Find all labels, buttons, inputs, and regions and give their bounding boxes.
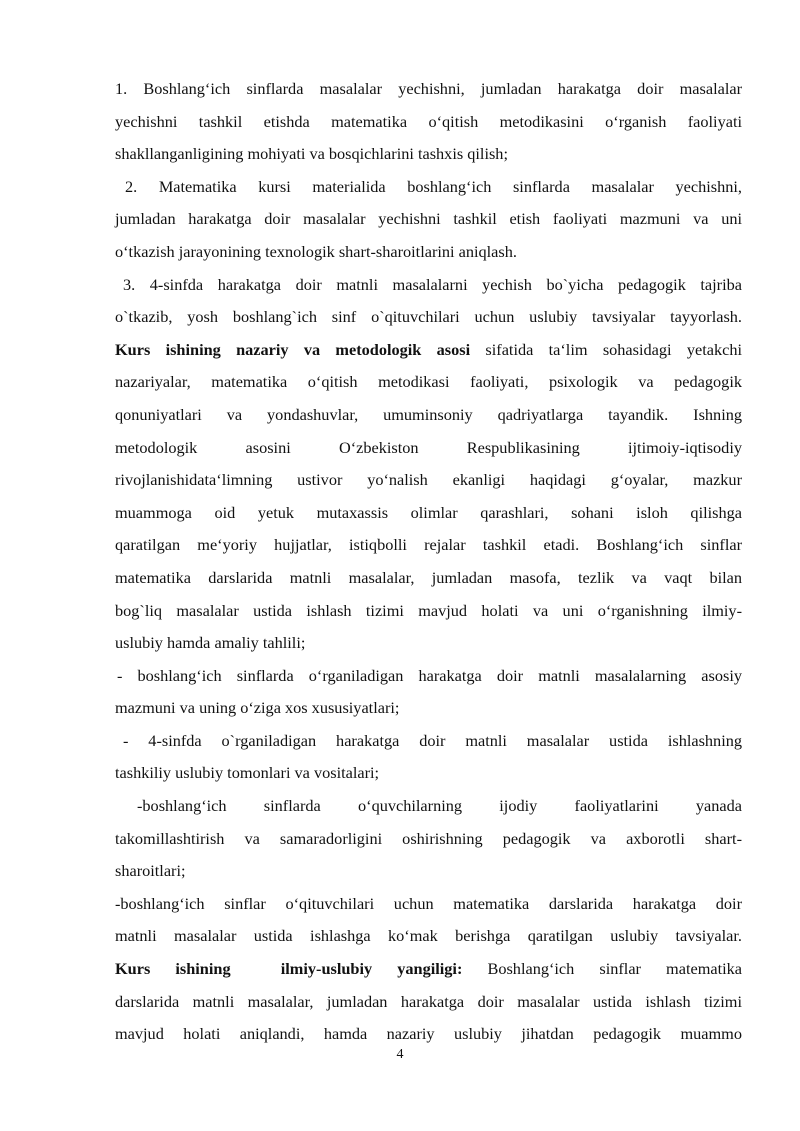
- text-line: nazariyalar, matematika o‘qitish metodikasi faoliyati, psixologik va pedagogik: [115, 372, 742, 392]
- text-line: 2. Matematika kursi materialida boshlang‘ich sinflarda masalalar yechishni,: [125, 176, 742, 196]
- text-line: matnli masalalar ustida ishlashga ko‘mak berishga qaratilgan uslubiy tavsiyalar.: [115, 926, 742, 946]
- text-line: mazmuni va uning o‘ziga xos xususiyatlari;: [115, 698, 400, 718]
- text-line: 1. Boshlang‘ich sinflarda masalalar yechishni, jumladan harakatga doir masalalar: [115, 79, 742, 98]
- text-line: bog`liq masalalar ustida ishlash tizimi mavjud holati va uni o‘rganishning ilmiy-: [115, 600, 742, 620]
- text-line: muammoga oid yetuk mutaxassis olimlar qarashlari, sohani isloh qilishga: [115, 502, 742, 522]
- text-line: qaratilgan me‘yoriy hujjatlar, istiqbolli rejalar tashkil etadi. Boshlang‘ich sinflar: [115, 535, 742, 555]
- text-line: matematika darslarida matnli masalalar, jumladan masofa, tezlik va vaqt bilan: [115, 567, 742, 587]
- body-text: [115, 73, 742, 1051]
- text-line: Kurs ishining ilmiy-uslubiy yangiligi: Boshlang‘ich sinflar matematika: [115, 959, 742, 979]
- section-heading: Kurs ishining ilmiy-uslubiy yangiligi:: [115, 959, 463, 979]
- page-number: 4: [396, 1047, 404, 1062]
- text-line: -boshlang‘ich sinflar o‘qituvchilari uchun matematika darslarida harakatga doir: [115, 893, 742, 913]
- text-line: darslarida matnli masalalar, jumladan harakatga doir masalalar ustida ishlash tizimi: [115, 991, 742, 1011]
- text-line: qonuniyatlari va yondashuvlar, umuminsoniy qadriyatlarga tayandik. Ishning: [115, 404, 742, 424]
- text-line: o`tkazib, yosh boshlang`ich sinf o`qituvchilari uchun uslubiy tavsiyalar tayyorlash.: [115, 307, 742, 327]
- text-line: takomillashtirish va samaradorligini oshirishning pedagogik va axborotli shart-: [115, 828, 742, 848]
- text-line: metodologik asosini O‘zbekiston Respublikasining ijtimoiy-iqtisodiy: [115, 437, 742, 457]
- text-line: 3. 4-sinfda harakatga doir matnli masalalarni yechish bo`yicha pedagogik tajriba: [123, 274, 742, 294]
- text-line: rivojlanishidata‘limning ustivor yo‘nalish ekanligi haqidagi g‘oyalar, mazkur: [115, 470, 742, 490]
- text-line: -boshlang‘ich sinflarda o‘quvchilarning ijodiy faoliyatlarini yanada: [137, 796, 742, 816]
- section-heading: Kurs ishining nazariy va metodologik asosi: [115, 339, 471, 359]
- text-line: Kurs ishining nazariy va metodologik asosi sifatida ta‘lim sohasidagi yetakchi: [115, 339, 742, 359]
- text-line: mavjud holati aniqlandi, hamda nazariy uslubiy jihatdan pedagogik muammo: [115, 1024, 742, 1044]
- text-line: o‘tkazish jarayonining texnologik shart-sharoitlarini aniqlash.: [115, 241, 517, 261]
- text-line: - boshlang‘ich sinflarda o‘rganiladigan harakatga doir matnli masalalarning asosiy: [117, 665, 742, 685]
- text-line: sharoitlari;: [115, 861, 186, 881]
- text-line: uslubiy hamda amaliy tahlili;: [115, 633, 306, 653]
- text-line: tashkiliy uslubiy tomonlari va vositalari;: [115, 763, 380, 783]
- text-line: yechishni tashkil etishda matematika o‘qitish metodikasini o‘rganish faoliyati: [115, 111, 742, 131]
- text-line: - 4-sinfda o`rganiladigan harakatga doir matnli masalalar ustida ishlashning: [123, 730, 742, 750]
- text-line: shakllanganligining mohiyati va bosqichlarini tashxis qilish;: [115, 144, 508, 164]
- text-line: jumladan harakatga doir masalalar yechishni tashkil etish faoliyati mazmuni va uni: [115, 209, 742, 229]
